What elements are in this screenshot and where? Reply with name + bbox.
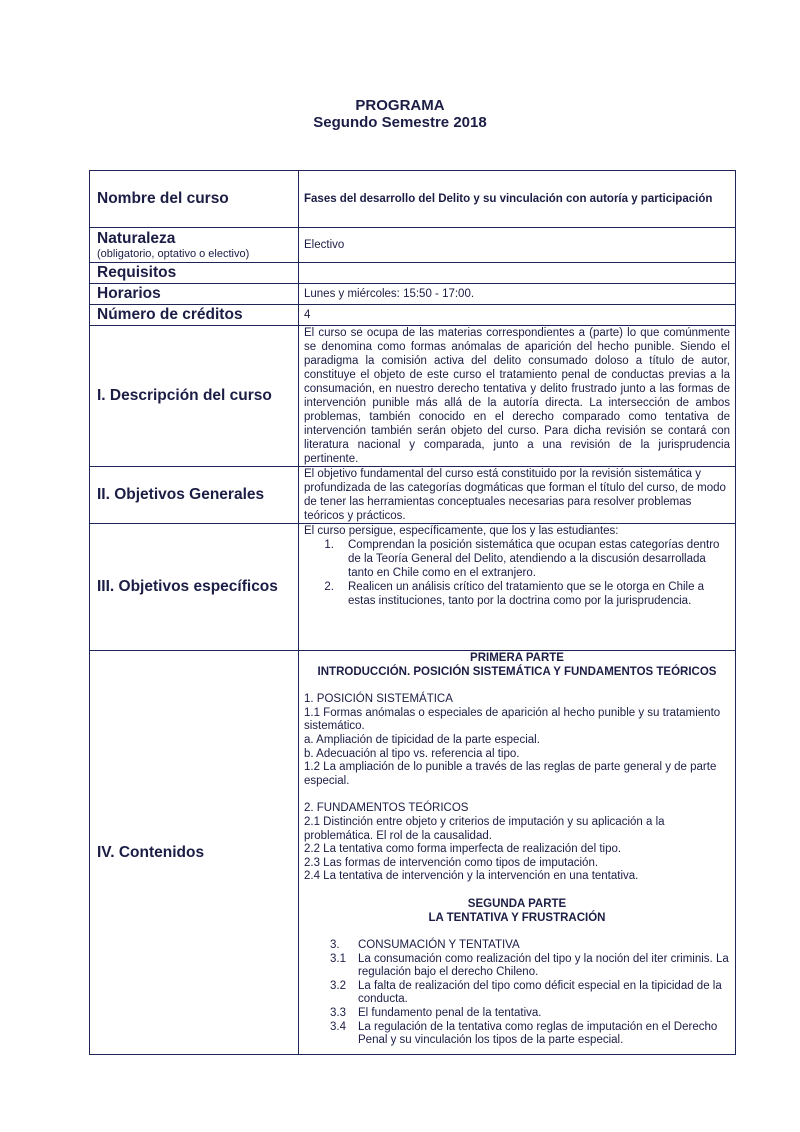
label-requisitos: Requisitos (90, 263, 299, 284)
part2-subtitle: LA TENTATIVA Y FRUSTRACIÓN (428, 911, 606, 924)
content-item (304, 980, 730, 1007)
row-descripcion (90, 326, 736, 467)
value-contenidos (299, 651, 736, 1055)
program-table (89, 170, 736, 1055)
label-objetivos-generales: II. Objetivos Generales (90, 467, 299, 524)
item-text: Realicen un análisis crítico del tratamiento que se le otorga en Chile a estas instituciones, tanto por la doctrina como por la jurisprudencia. (348, 581, 705, 607)
row-contenidos (90, 651, 736, 1055)
value-objetivos-generales: El objetivo fundamental del curso está constituido por la revisión sistemática y profundizada de las categorías dogmáticas que forman el título del curso, de modo de tener las herramientas conceptuales necesarias para resolver problemas teóricos y prácticos. (299, 467, 736, 524)
content-item (304, 1021, 730, 1048)
objetivos-list (304, 538, 730, 608)
value-objetivos-especificos (299, 524, 736, 651)
label-contenidos: IV. Contenidos (90, 651, 299, 1055)
part1-title: PRIMERA PARTE (470, 652, 564, 664)
item-number: 3.1 (330, 952, 346, 965)
item-number: 2. (324, 581, 334, 593)
section-heading: 1. POSICIÓN SISTEMÁTICA (304, 693, 453, 706)
content-line: 1.1 Formas anómalas o especiales de aparición al hecho punible y su tratamiento sistemático. (304, 706, 721, 733)
part2-title: SEGUNDA PARTE (467, 897, 567, 910)
label-objetivos-especificos: III. Objetivos específicos (90, 524, 299, 651)
row-horarios (90, 284, 736, 305)
content-line: 2.2 La tentativa como forma imperfecta de realización del tipo. (304, 843, 622, 856)
item-number: 3.2 (330, 979, 346, 992)
content-line: 2.1 Distinción entre objeto y criterios de imputación y su aplicación a la problemática. El rol de la causalidad. (304, 815, 665, 842)
objetivo-item (304, 580, 730, 608)
content-item (304, 939, 730, 953)
row-naturaleza (90, 228, 736, 263)
label-naturaleza (90, 228, 299, 263)
row-requisitos (90, 263, 736, 284)
content-item (304, 953, 730, 980)
item-text: El fundamento penal de la tentativa. (358, 1007, 542, 1020)
item-number: 1. (324, 539, 334, 551)
item-number: 3.4 (330, 1020, 346, 1033)
row-objetivos-generales (90, 467, 736, 524)
row-objetivos-especificos (90, 524, 736, 651)
row-creditos (90, 305, 736, 326)
objetivos-intro: El curso persigue, específicamente, que los y las estudiantes: (304, 525, 619, 537)
item-number: 3.3 (330, 1007, 346, 1020)
value-nombre: Fases del desarrollo del Delito y su vinculación con autoría y participación (299, 171, 736, 228)
document-title: PROGRAMA (355, 97, 445, 114)
label-nombre: Nombre del curso (90, 171, 299, 228)
row-nombre (90, 171, 736, 228)
content-line: b. Adecuación al tipo vs. referencia al tipo. (304, 747, 520, 760)
label-creditos: Número de créditos (90, 305, 299, 326)
label-horarios: Horarios (90, 284, 299, 305)
value-horarios: Lunes y miércoles: 15:50 - 17:00. (299, 284, 736, 305)
objetivo-item (304, 538, 730, 580)
part1-subtitle: INTRODUCCIÓN. POSICIÓN SISTEMÁTICA Y FUNDAMENTOS TEÓRICOS (317, 665, 717, 678)
content-line: a. Ampliación de tipicidad de la parte especial. (304, 733, 540, 746)
item-text: La regulación de la tentativa como reglas de imputación en el Derecho Penal y su vinculación los tipos de la parte especial. (358, 1020, 718, 1047)
value-creditos: 4 (299, 305, 736, 326)
content-line: 2.4 La tentativa de intervención y la intervención en una tentativa. (304, 870, 639, 883)
content-item (304, 1007, 730, 1021)
label-descripcion: I. Descripción del curso (90, 326, 299, 467)
content-line: 2.3 Las formas de intervención como tipos de imputación. (304, 856, 599, 869)
label-naturaleza-main: Naturaleza (97, 229, 176, 247)
value-requisitos (299, 263, 736, 284)
document-subtitle: Segundo Semestre 2018 (313, 114, 487, 131)
value-naturaleza: Electivo (299, 228, 736, 263)
section-heading: 2. FUNDAMENTOS TEÓRICOS (304, 802, 469, 815)
item-text: La consumación como realización del tipo y la noción del iter criminis. La regulación bajo el derecho Chileno. (358, 952, 729, 979)
item-number: 3. (330, 939, 340, 952)
item-text: Comprendan la posición sistemática que ocupan estas categorías dentro de la Teoría General del Delito, atendiendo a la discusión desarrollada tanto en Chile como en el extranjero. (348, 539, 720, 579)
label-naturaleza-sub: (obligatorio, optativo o electivo) (97, 247, 250, 260)
content-line: 1.2 La ampliación de lo punible a través de las reglas de parte general y de parte especial. (304, 761, 717, 787)
item-text: CONSUMACIÓN Y TENTATIVA (358, 939, 520, 952)
value-descripcion: El curso se ocupa de las materias correspondientes a (parte) lo que comúnmente se denomina como formas anómalas de aparición del hecho punible. Siendo el paradigma la comisión activa del delito consumado doloso a título de autor, constituye el objeto de este curso el tratamiento penal de conductas previas a la consumación, en nuestro derecho tentativa y delito frustrado junto a las formas de intervención punible más allá de la autoría directa. La intersección de ambos problemas, también conocido en el derecho comparado como tentativa de intervención también serán objeto del curso. Para dicha revisión se contará con literatura nacional y comparada, junto a una revisión de la jurisprudencia pertinente. (299, 326, 736, 467)
item-text: La falta de realización del tipo como déficit especial en la tipicidad de la conducta. (358, 979, 722, 1006)
